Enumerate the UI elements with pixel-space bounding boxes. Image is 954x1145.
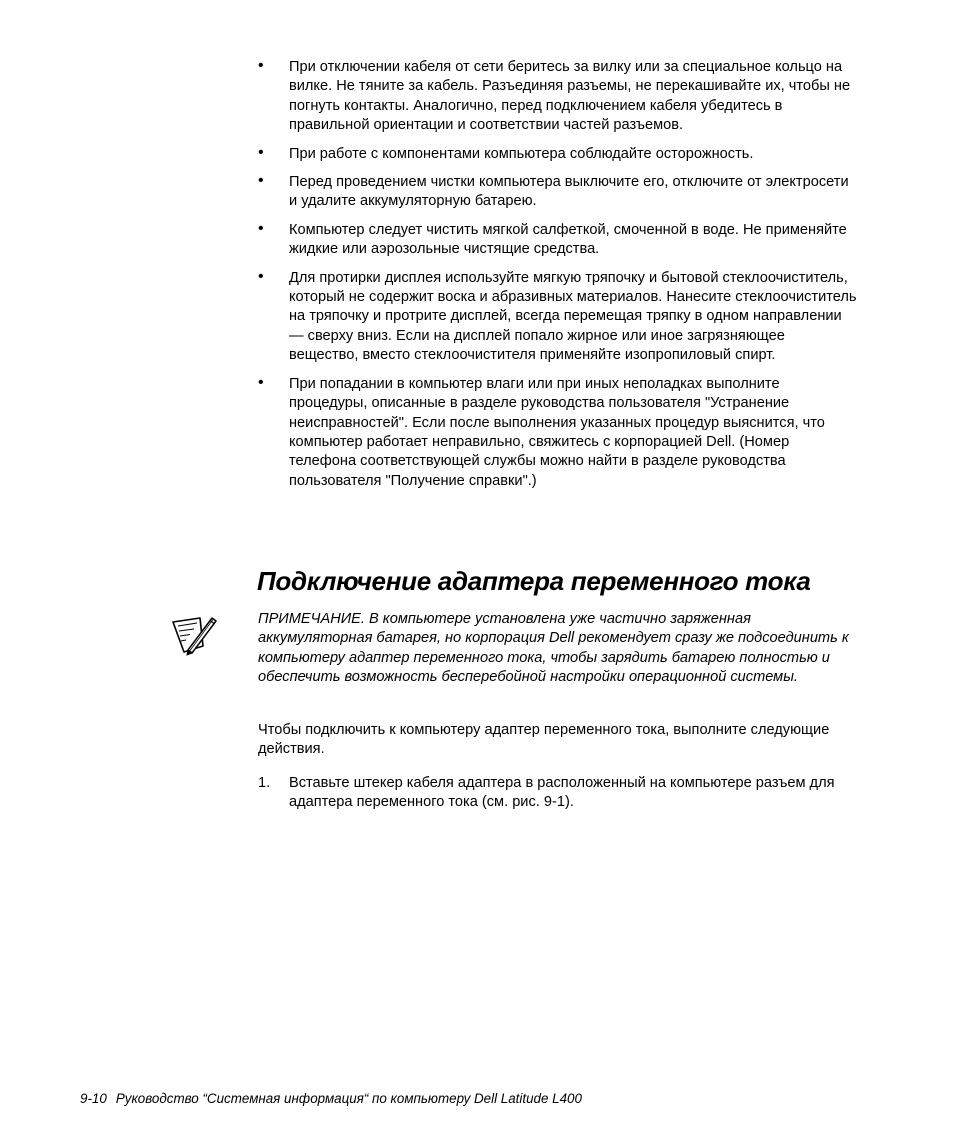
- bullet-text: При работе с компонентами компьютера соблюдайте осторожность.: [289, 145, 754, 162]
- footer-title: Руководство “Системная информация“ по компьютеру Dell Latitude L400: [115, 1091, 582, 1106]
- bullet-symbol: •: [258, 373, 264, 391]
- bullet-item: [258, 145, 858, 164]
- step-item: [258, 774, 858, 813]
- bullet-item: [258, 58, 858, 136]
- note-text: ПРИМЕЧАНИЕ. В компьютере установлена уже частично заряженная аккумуляторная батарея, но корпорация Dell рекомендует сразу же подсоединить к компьютеру адаптер переменного тока, чтобы зарядить батарею полностью и обеспечить возможность бесперебойной настройки операционной системы.: [258, 611, 849, 686]
- bullet-text: Для протирки дисплея используйте мягкую тряпочку и бытовой стеклоочиститель, который не содержит воска и абразивных материалов. Нанесите стеклоочиститель на тряпочку и протрите дисплей, всегда перемещая тряпку в одном направлении — сверху вниз. Если на дисплей попало жирное или иное загрязняющее вещество, вместо стеклоочистителя применяйте изопропиловый спирт.: [289, 269, 857, 364]
- page-number: 9-10: [80, 1091, 107, 1106]
- bullet-item: [258, 221, 858, 260]
- safety-bullet-list: [258, 58, 858, 500]
- bullet-symbol: •: [258, 57, 264, 74]
- intro-paragraph: Чтобы подключить к компьютеру адаптер переменного тока, выполните следующие действия.: [258, 722, 830, 758]
- bullet-symbol: •: [258, 267, 264, 285]
- bullet-text: Перед проведением чистки компьютера выключите его, отключите от электросети и удалите аккумуляторную батарею.: [289, 174, 849, 210]
- step-text: Вставьте штекер кабеля адаптера в расположенный на компьютере разъем для адаптера переменного тока (см. рис. 9-1).: [289, 775, 835, 811]
- bullet-symbol: •: [258, 143, 264, 161]
- steps-list: [258, 774, 858, 813]
- page-footer: [80, 1091, 582, 1106]
- section-heading: Подключение адаптера переменного тока: [257, 566, 811, 596]
- bullet-text: При отключении кабеля от сети беритесь за вилку или за специальное кольцо на вилке. Не тяните за кабель. Разъединяя разъемы, не перекашивайте их, чтобы не погнуть контакты. Аналогично, перед подключением кабеля убедитесь в правильной ориентации и соответствии частей разъемов.: [289, 59, 851, 134]
- bullet-symbol: •: [258, 219, 264, 237]
- step-number: 1.: [258, 775, 271, 791]
- bullet-symbol: •: [258, 172, 264, 190]
- bullet-item: [258, 173, 858, 212]
- bullet-text: Компьютер следует чистить мягкой салфеткой, смоченной в воде. Не применяйте жидкие или аэрозольные чистящие средства.: [289, 221, 847, 258]
- bullet-item: [258, 269, 858, 366]
- bullet-item: [258, 375, 858, 491]
- note-pencil-icon-graphic: [170, 612, 218, 656]
- bullet-text: При попадании в компьютер влаги или при иных неполадках выполните процедуры, описанные в разделе руководства пользователя "Устранение неисправностей". Если после выполнения указанных процедур выяснится, что компьютер работает неправильно, свяжитесь с корпорацией Dell. (Номер телефона соответствующей службы можно найти в разделе руководства пользователя "Получение справки".): [289, 375, 825, 489]
- note-pencil-icon: [170, 612, 218, 656]
